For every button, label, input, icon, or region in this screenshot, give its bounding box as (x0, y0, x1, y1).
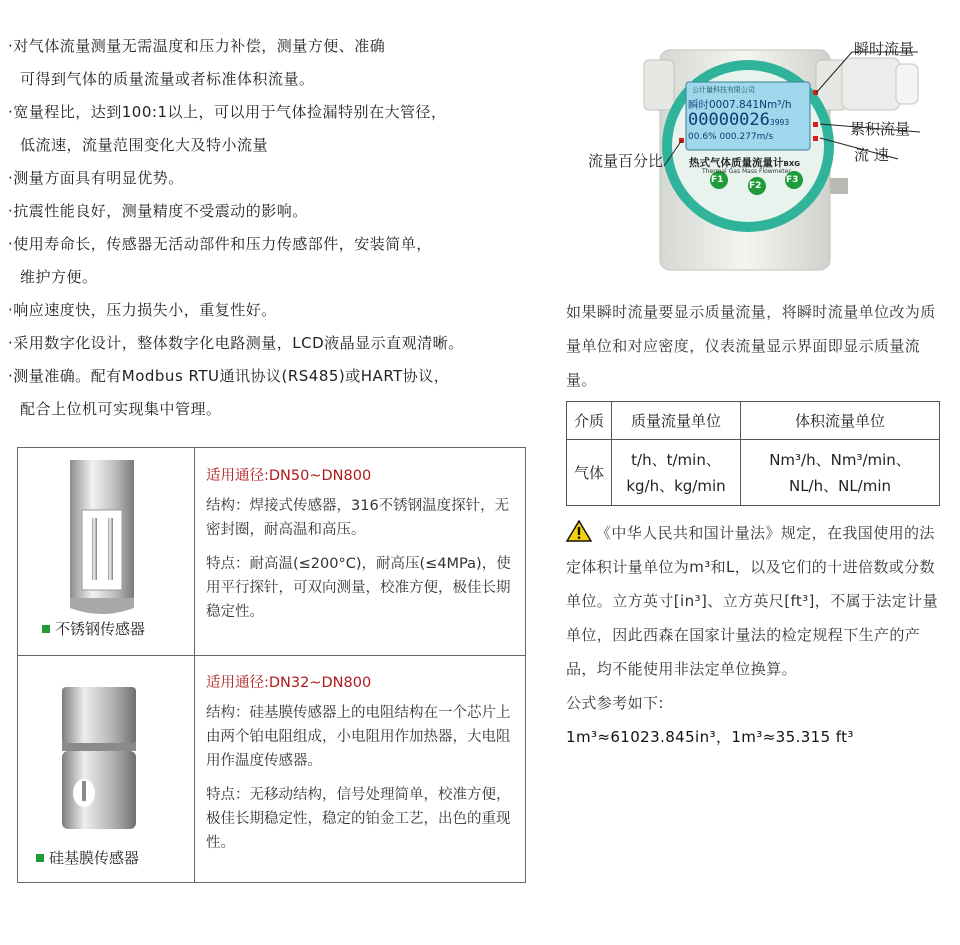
sensor-name: 不锈钢传感器 (42, 618, 145, 639)
f1-button-label: F1 (711, 175, 724, 185)
warning-icon (566, 520, 592, 542)
sensor-range: 适用通径:DN32~DN800 (206, 675, 372, 691)
lcd-percent-speed: 00.6% 000.277m/s (688, 132, 774, 142)
unit-volume-values: Nm³/h、Nm³/min、 NL/h、NL/min (741, 440, 940, 506)
formula: 1m³≈61023.845in³，1m³≈35.315 ft³ (566, 728, 854, 746)
callout-instant-flow: 瞬时流量 (854, 40, 915, 58)
sensor-table (17, 447, 526, 883)
sensor-structure: 结构：硅基膜传感器上的电阻结构在一个芯片上由两个铂电阻组成，小电阻用作加热器，大电阻用作温度传感器。 (206, 705, 511, 769)
device-title: 热式气体质量流量计BXG (689, 157, 800, 169)
callout-cumulative-flow: 累积流量 (850, 120, 911, 138)
unit-header-volume: 体积流量单位 (741, 402, 940, 440)
lcd-instant-flow: 瞬时0007.841Nm³/h (688, 99, 792, 111)
flowmeter-illustration (580, 30, 950, 280)
feature-item: ·抗震性能良好，测量精度不受震动的影响。 (8, 202, 308, 220)
unit-table (566, 401, 940, 506)
sensor-row-silicon (18, 655, 525, 882)
callout-percent: 流量百分比 (588, 152, 664, 170)
unit-header-medium: 介质 (567, 402, 612, 440)
green-square-icon (36, 854, 44, 862)
sensor-description (206, 671, 519, 865)
law-note: 《中华人民共和国计量法》规定，在我国使用的法定体积计量单位为m³和L，以及它们的十进倍数或分数单位。立方英寸[in³]、立方英尺[ft³]，不属于法定计量单位，因此西森在国家计量法的检定规程下生产的产品，均不能使用非法定单位换算。 公式参考如下: 1m³≈61023.845in³，1m³≈35.315 ft³ (566, 516, 950, 754)
f3-button-label: F3 (786, 175, 799, 185)
sensor-description (206, 464, 519, 634)
feature-item: ·测量准确。配有Modbus RTU通讯协议(RS485)或HART协议， 配合上位机可实现集中管理。 (8, 367, 450, 418)
unit-medium: 气体 (567, 440, 612, 506)
sensor-range: 适用通径:DN50~DN800 (206, 468, 372, 484)
f2-button-label: F2 (749, 181, 762, 191)
feature-item: ·使用寿命长，传感器无活动部件和压力传感部件，安装简单， 维护方便。 (8, 235, 432, 286)
feature-item: ·测量方面具有明显优势。 (8, 169, 184, 187)
sensor-image-cell (18, 655, 195, 882)
green-square-icon (42, 625, 50, 633)
sensor-row-stainless (18, 448, 525, 656)
device-subtitle: Thermal Gas Mass Flowmeter (702, 168, 791, 175)
feature-item: ·对气体流量测量无需温度和压力补偿，测量方便、准确 可得到气体的质量流量或者标准体积流量。 (8, 37, 386, 88)
feature-item: ·宽量程比，达到100:1以上，可以用于气体捡漏特别在大管径， 低流速，流量范围变化大及特小流量 (8, 103, 447, 154)
unit-header-mass: 质量流量单位 (612, 402, 741, 440)
feature-item: ·采用数字化设计，整体数字化电路测量，LCD液晶显示直观清晰。 (8, 334, 464, 352)
mass-flow-note: 如果瞬时流量要显示质量流量，将瞬时流量单位改为质量单位和对应密度，仪表流量显示界面即显示质量流量。 (566, 303, 936, 389)
lcd-header: 公计量科技有限公司 (692, 86, 755, 94)
feature-list (8, 30, 548, 426)
sensor-name: 硅基膜传感器 (36, 847, 139, 868)
lcd-cumulative-flow: 000000263993 (688, 110, 790, 130)
sensor-feature: 特点：耐高温(≤200°C)，耐高压(≤4MPa)，使用平行探针，可双向测量，校准方便，极佳长期稳定性。 (206, 556, 511, 620)
sensor-image-cell (18, 448, 195, 655)
unit-mass-values: t/h、t/min、 kg/h、kg/min (612, 440, 741, 506)
formula-label: 公式参考如下: (566, 694, 664, 712)
sensor-feature: 特点：无移动结构，信号处理简单，校准方便，极佳长期稳定性，稳定的铂金工艺，出色的重现性。 (206, 787, 511, 851)
callout-speed: 流 速 (854, 146, 889, 164)
sensor-structure: 结构：焊接式传感器，316不锈钢温度探针，无密封圈，耐高温和高压。 (206, 498, 510, 538)
feature-item: ·响应速度快，压力损失小，重复性好。 (8, 301, 277, 319)
